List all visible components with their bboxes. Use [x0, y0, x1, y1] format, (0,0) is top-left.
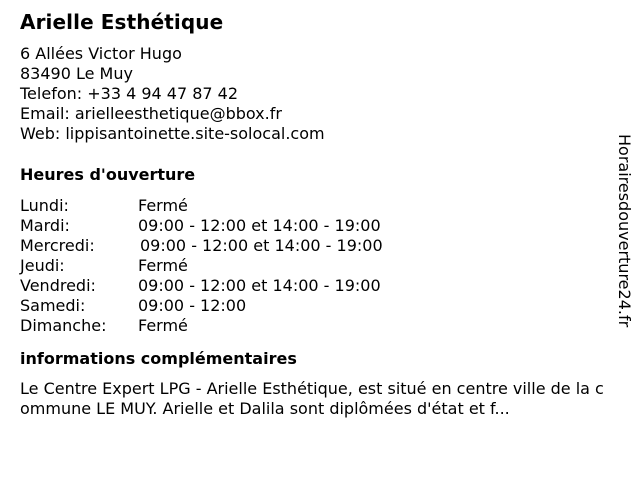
site-watermark: Horairesdouverture24.fr: [615, 134, 634, 328]
time-value: 09:00 - 12:00 et 14:00 - 19:00: [138, 276, 381, 295]
opening-hours-table: [20, 196, 610, 336]
hours-row-sunday: [20, 316, 610, 336]
additional-info-heading: informations complémentaires: [20, 349, 297, 368]
phone-line: Telefon: +33 4 94 47 87 42: [20, 84, 239, 103]
hours-row-friday: [20, 276, 610, 296]
time-value: 09:00 - 12:00 et 14:00 - 19:00: [138, 216, 381, 235]
email-line: Email: arielleesthetique@bbox.fr: [20, 104, 282, 123]
time-value: Fermé: [138, 256, 188, 275]
time-value: 09:00 - 12:00 et 14:00 - 19:00: [140, 236, 383, 255]
address-line-1: 6 Allées Victor Hugo: [20, 44, 182, 63]
address-line-2: 83490 Le Muy: [20, 64, 133, 83]
day-label: Mardi:: [20, 216, 70, 235]
day-label: Mercredi:: [20, 236, 95, 255]
hours-row-monday: [20, 196, 610, 216]
business-name: Arielle Esthétique: [20, 10, 224, 34]
hours-row-wednesday: [20, 236, 610, 256]
day-label: Jeudi:: [20, 256, 65, 275]
day-label: Dimanche:: [20, 316, 107, 335]
day-label: Samedi:: [20, 296, 86, 315]
time-value: Fermé: [138, 196, 188, 215]
time-value: 09:00 - 12:00: [138, 296, 247, 315]
hours-row-thursday: [20, 256, 610, 276]
contact-block: [20, 44, 610, 144]
hours-row-tuesday: [20, 216, 610, 236]
web-line: Web: lippisantoinette.site-solocal.com: [20, 124, 325, 143]
day-label: Vendredi:: [20, 276, 96, 295]
time-value: Fermé: [138, 316, 188, 335]
opening-hours-heading: Heures d'ouverture: [20, 165, 196, 184]
day-label: Lundi:: [20, 196, 69, 215]
additional-info-text: Le Centre Expert LPG - Arielle Esthétique, est situé en centre ville de la commune LE MUY. Arielle et Dalila sont diplômées d'état et f...: [20, 379, 604, 418]
hours-row-saturday: [20, 296, 610, 316]
business-card: [20, 8, 610, 419]
